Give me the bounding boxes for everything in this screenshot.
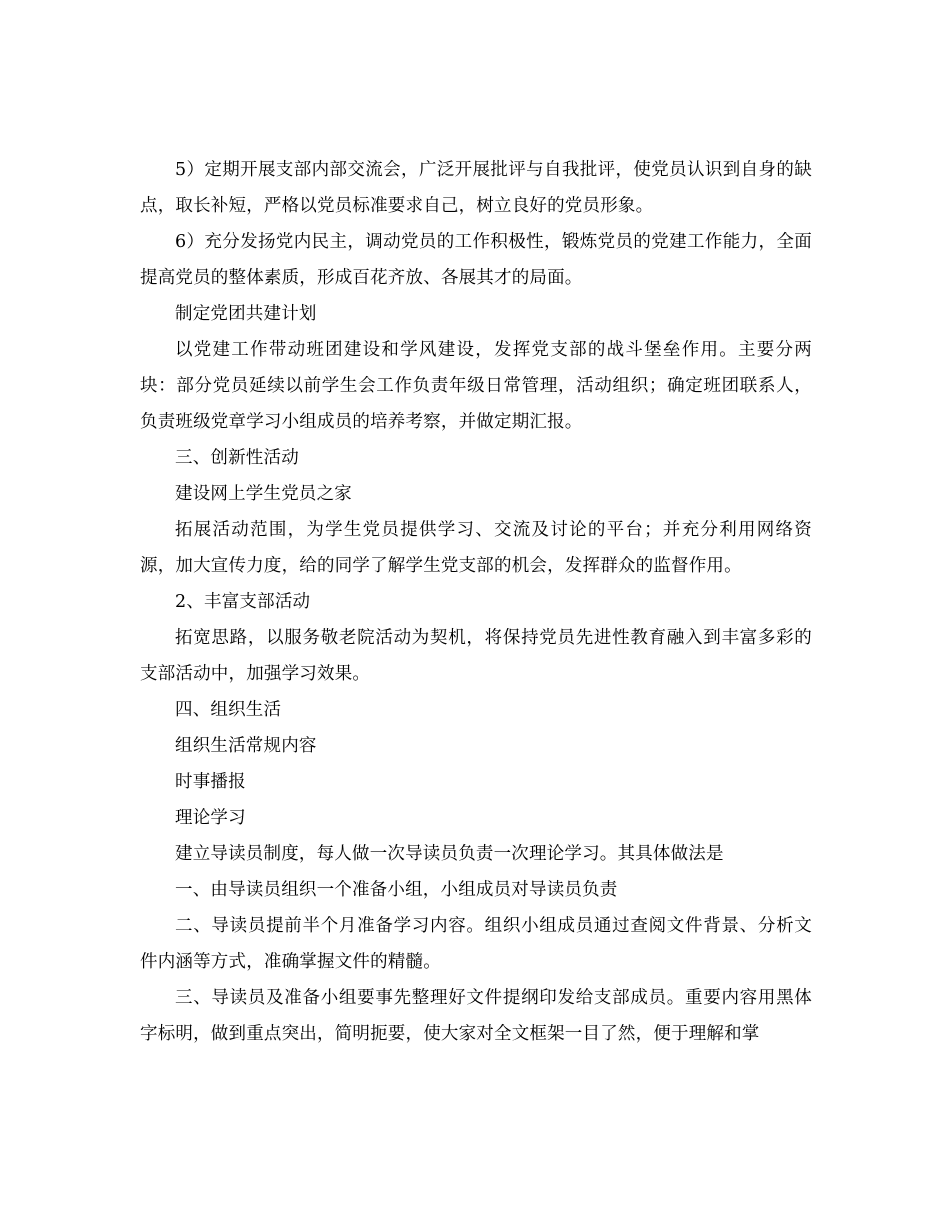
paragraph-8: 2、丰富支部活动: [175, 592, 311, 612]
paragraph-14: 建立导读员制度，每人做一次导读员负责一次理论学习。其具体做法是: [175, 844, 724, 864]
paragraph-6: 建设网上学生党员之家: [175, 484, 352, 504]
paragraph-10: 四、组织生活: [175, 700, 282, 720]
paragraph-3: 制定党团共建计划: [175, 304, 317, 324]
paragraph-16: 二、导读员提前半个月准备学习内容。组织小组成员通过查阅文件背景、分析文件内涵等方式，准确掌握文件的精髓。: [140, 916, 812, 972]
paragraph-5: 三、创新性活动: [175, 448, 299, 468]
document-body: [140, 152, 812, 1052]
paragraph-12: 时事播报: [175, 772, 246, 792]
paragraph-7: 拓展活动范围，为学生党员提供学习、交流及讨论的平台；并充分利用网络资源，加大宣传力度，给的同学了解学生党支部的机会，发挥群众的监督作用。: [140, 520, 812, 576]
paragraph-9: 拓宽思路，以服务敬老院活动为契机，将保持党员先进性教育融入到丰富多彩的支部活动中，加强学习效果。: [140, 628, 812, 684]
paragraph-15: 一、由导读员组织一个准备小组，小组成员对导读员负责: [175, 880, 618, 900]
paragraph-2: 6）充分发扬党内民主，调动党员的工作积极性，锻炼党员的党建工作能力，全面提高党员的整体素质，形成百花齐放、各展其才的局面。: [140, 232, 812, 288]
paragraph-17: 三、导读员及准备小组要事先整理好文件提纲印发给支部成员。重要内容用黑体字标明，做到重点突出，简明扼要，使大家对全文框架一目了然，便于理解和掌: [140, 988, 812, 1044]
paragraph-4: 以党建工作带动班团建设和学风建设，发挥党支部的战斗堡垒作用。主要分两块：部分党员延续以前学生会工作负责年级日常管理，活动组织；确定班团联系人，负责班级党章学习小组成员的培养考察，并做定期汇报。: [140, 340, 812, 432]
paragraph-11: 组织生活常规内容: [175, 736, 317, 756]
paragraph-1: 5）定期开展支部内部交流会，广泛开展批评与自我批评，使党员认识到自身的缺点，取长补短，严格以党员标准要求自己，树立良好的党员形象。: [140, 160, 812, 216]
paragraph-13: 理论学习: [175, 808, 246, 828]
